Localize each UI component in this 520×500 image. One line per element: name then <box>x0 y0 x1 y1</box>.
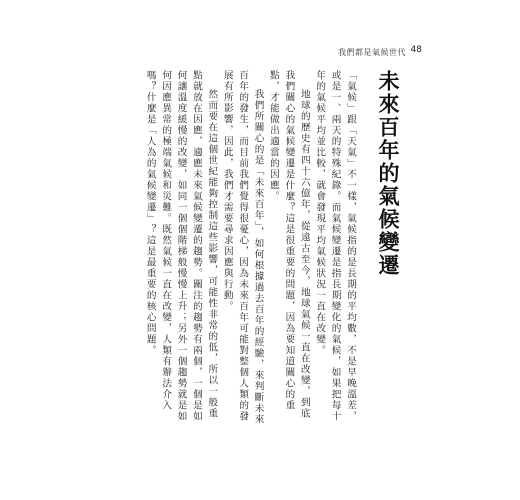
page-number: 48 <box>410 45 422 55</box>
running-head-title: 我們都是氣候世代 <box>338 48 406 57</box>
paragraph-4: 然而要在這個世紀能夠控制這些影響，可能性非常的低，所以一般重點就放在因應，適應未來氣候變遷的趨勢。關注的趨勢有兩個，一個是如何讓溫度緩慢的改變，如同一個個階梯般慢慢上升；另外一個趨勢就是如何因應異常的極端氣候和災難。既然氣候一直在改變，人類有辦法介入嗎？什麼是「人為的氣候變遷」？這是最重要的核心問題。 <box>144 70 218 422</box>
paragraph-3: 我們所關心的是「未來百年」，如何根據過去百年的經驗，來判斷未來百年的發生，而目前我們覺得很憂心，因為未來百年可能對整個人類的發展有所影響，因此，我們才需要尋求因應與行動。 <box>221 70 264 426</box>
chapter-title: 未來百年的氣候變遷 <box>376 70 401 277</box>
vertical-text-block <box>112 70 408 430</box>
paragraph-2: 地球的歷史有四十六億年，從遠古至今，地球氣候一直在改變，到底我們關心的氣候變遷是什麼？這是很重要的問題，因為要知道關心的重點，才能做出適當的因應。 <box>267 70 310 420</box>
paragraph-1: 「氣候」跟「天氣」不一樣，氣候指的是長期的平均數，不是早晚溫差，或是一、兩天的特殊紀錄。而氣候變遷是指長期變化的氣候，如果把每十年的氣候平均並比較，就會發現平均氣候狀況一直在改變。 <box>314 70 356 422</box>
